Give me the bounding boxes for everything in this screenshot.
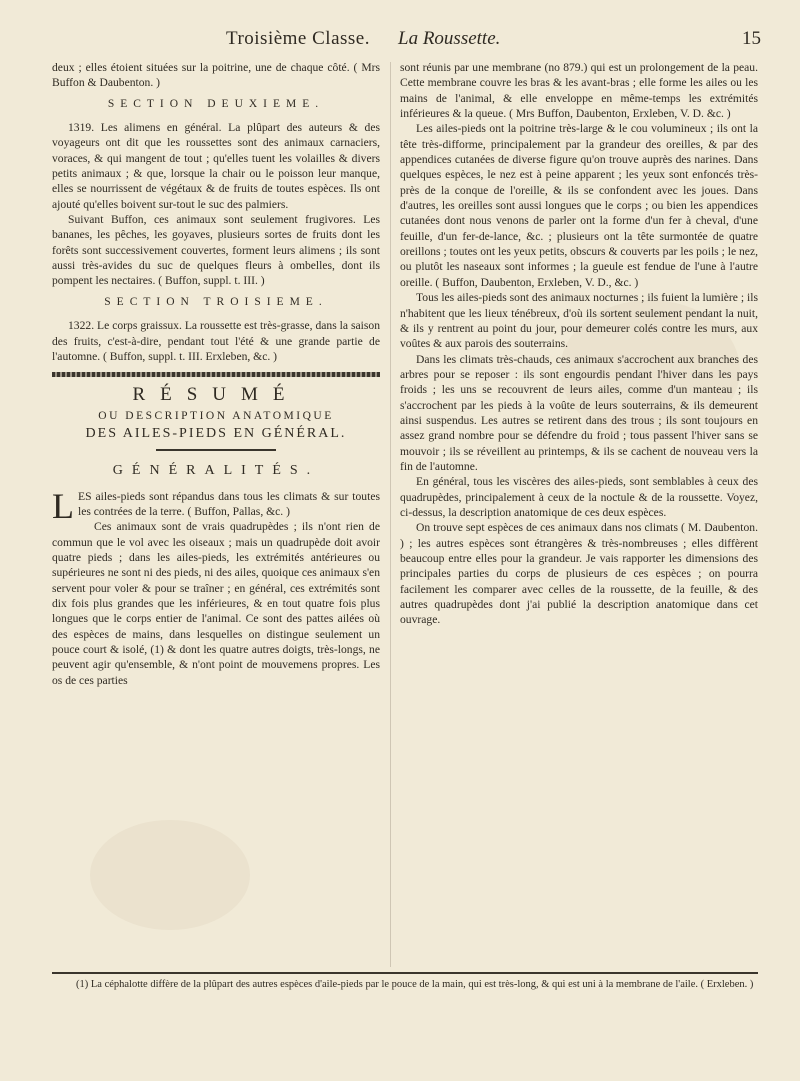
paragraph-tete: Les ailes-pieds ont la poitrine très-large & le cou volumineux ; ils ont la tête très-difforme, principalement par la grandeur des oreilles, & par des appendices cutanées de diverse figure qu'on trouve auprès des narines. Dans quelques espèces, le nez est à peine apparent ; les yeux sont enfoncés très-près de la conque de l'oreille, & ils se confondent avec les joues. Dans d'autres, les oreilles sont aussi longues que le corps ; ou bien les appendices cutanées dont nous venons de parler ont la forme d'un fer à cheval, d'une feuille, d'un fer-de-lance, &c. ; plusieurs ont la tête surmontée de quatre oreillons ; toutes ont les yeux petits, obscurs & couverts par les poils ; le nez, ou plutôt les naseaux sont informes ; la gueule est fendue de l'une à l'autre oreille. ( Buffon, Daubenton, Erxleben, V. D., &c. ) [400, 122, 758, 289]
generalites-heading: GÉNÉRALITÉS. [112, 463, 320, 479]
short-rule [156, 449, 276, 451]
footnote-rule [52, 972, 758, 974]
running-header [0, 28, 800, 56]
paragraph-climats: Dans les climats très-chauds, ces animaux s'accrochent aux branches des arbres pour se reposer : ils sont engourdis pendant l'hiver dans les pays froids ; les uns se recouvrent de leurs ailes, comme d'un manteau ; ils s'accrochent par les pieds à la voûte de leurs souterrains, & ils demeurent ainsi suspendus. Les autres se retirent dans des trous ; ils sont toujours en assez grand nombre pour se défendre du froid ; tous passent l'hiver sans se mouvoir ; ils se réveillent au printemps, & ils se cachent de nouveau vers la fin de l'automne. [400, 352, 758, 473]
resume-title: RÉSUMÉ [132, 384, 300, 406]
page-number: 15 [742, 28, 761, 49]
paragraph-les-ailes-pieds [52, 485, 380, 526]
paragraph-1319: 1319. Les alimens en général. La plûpart des auteurs & des voyageurs ont dit que les roussettes sont des animaux carnaciers, voraces, & qui mangent de tout ; qu'elles tuent les volailles & divers petits animaux ; & que, lorsque la chair ou le poisson leur manque, elles se nourrissent de végétaux & de fruits de toutes espèces. Ils ont ajouté qu'elles boivent sur-tout le suc des palmiers. [52, 121, 380, 211]
section-heading-deuxieme: SECTION DEUXIEME. [107, 97, 325, 110]
drop-cap: L [52, 485, 74, 526]
paragraph-visceres: En général, tous les viscères des ailes-pieds, sont semblables à ceux des quadrupèdes, principalement à ceux de la noctule & de la roussette. Voyez, ci-dessus, la description anatomique de ces deux espèces. [400, 475, 758, 519]
paragraph-1322: 1322. Le corps graissux. La roussette est très-grasse, dans la saison des fruits, c'est-à-dire, pendant tout l'été & une grande partie de l'automne. ( Buffon, suppl. t. III. Erxleben, &c. ) [52, 319, 380, 363]
resume-subtitle-1: OU DESCRIPTION ANATOMIQUE [98, 409, 334, 422]
section-heading-troisieme: SECTION TROISIEME. [104, 295, 328, 308]
paragraph-continued: deux ; elles étoient situées sur la poitrine, une de chaque côté. ( Mrs Buffon & Daubenton. ) [52, 61, 380, 90]
left-column [52, 60, 380, 688]
resume-subtitle-2: DES AILES-PIEDS EN GÉNÉRAL. [85, 425, 347, 441]
ornamental-rule [52, 372, 380, 377]
paragraph-membrane: sont réunis par une membrane (no 879.) qui est un prolongement de la peau. Cette membrane couvre les bras & les avant-bras ; elle forme les ailes ou les mains de l'animal, & elle enveloppe en même-temps les extrémités inférieures & la queue. ( Mrs Buffon, Daubenton, Erxleben, V. D. &c. ) [400, 61, 758, 121]
header-class-title: Troisième Classe. [226, 28, 370, 49]
paragraph-les-text: ES ailes-pieds sont répandus dans tous les climats & sur toutes les contrées de la terre. ( Buffon, Pallas, &c. ) [78, 489, 380, 518]
paper-stain [90, 820, 250, 930]
footnote: (1) La céphalotte diffère de la plûpart des autres espèces d'aile-pieds par le pouce de la main, qui est très-long, & qui est uni à la membrane de l'aile. ( Erxleben. ) [76, 979, 754, 990]
right-column [400, 60, 758, 628]
paragraph-buffon: Suivant Buffon, ces animaux sont seulement frugivores. Les bananes, les pêches, les goyaves, plusieurs sortes de fruits dont les forêts sont successivement couvertes, forment leurs alimens ; ils sont aussi très-avides du suc de quelques fleurs à ombelles, dont ils pompent les nectaires. ( Buffon, suppl. t. III. ) [52, 213, 380, 288]
paragraph-nocturnes: Tous les ailes-pieds sont des animaux nocturnes ; ils fuient la lumière ; ils n'habitent que les lieux ténébreux, d'où ils sortent seulement pendant la nuit, & ils y rentrent au point du jour, pour demeurer colés contre les murs, aux voûtes & aux parois des souterrains. [400, 291, 758, 351]
header-chapter-title: La Roussette. [398, 28, 501, 49]
paragraph-ces-animaux: Ces animaux sont de vrais quadrupèdes ; ils n'ont rien de commun que le vol avec les oiseaux ; mais un quadrupède doit avoir quatre pieds ; dans les ailes-pieds, les extrémités antérieures ou supérieures ne sont ni des pieds, ni des ailes, quoique ces animaux s'en servent pour voler & pour se traîner ; en général, ces extrémités sont dix fois plus grandes que les inférieures, & en tout quatre fois plus longues que le corps entier de l'animal. Ce sont des pattes ailées où des espèces de mains, dans lesquelles on distingue seulement un pouce court & isolé, (1) & dont les quatre autres doigts, très-longs, ne peuvent agir qu'ensemble, & n'ont point de mouvemens propres. Les os de ces parties [52, 520, 380, 687]
column-separator [390, 62, 391, 967]
paragraph-especes: On trouve sept espèces de ces animaux dans nos climats ( M. Daubenton. ) ; les autres espèces sont étrangères & très-nombreuses ; elles diffèrent beaucoup entre elles pour la grandeur. Je vais rapporter les dimensions des principales parties du corps de plusieurs de ces espèces ; on pourra facilement les comparer avec celles de la roussette, de la feuille, & des autres quadrupèdes dont j'ai publié la description anatomique dans cet ouvrage. [400, 521, 758, 627]
